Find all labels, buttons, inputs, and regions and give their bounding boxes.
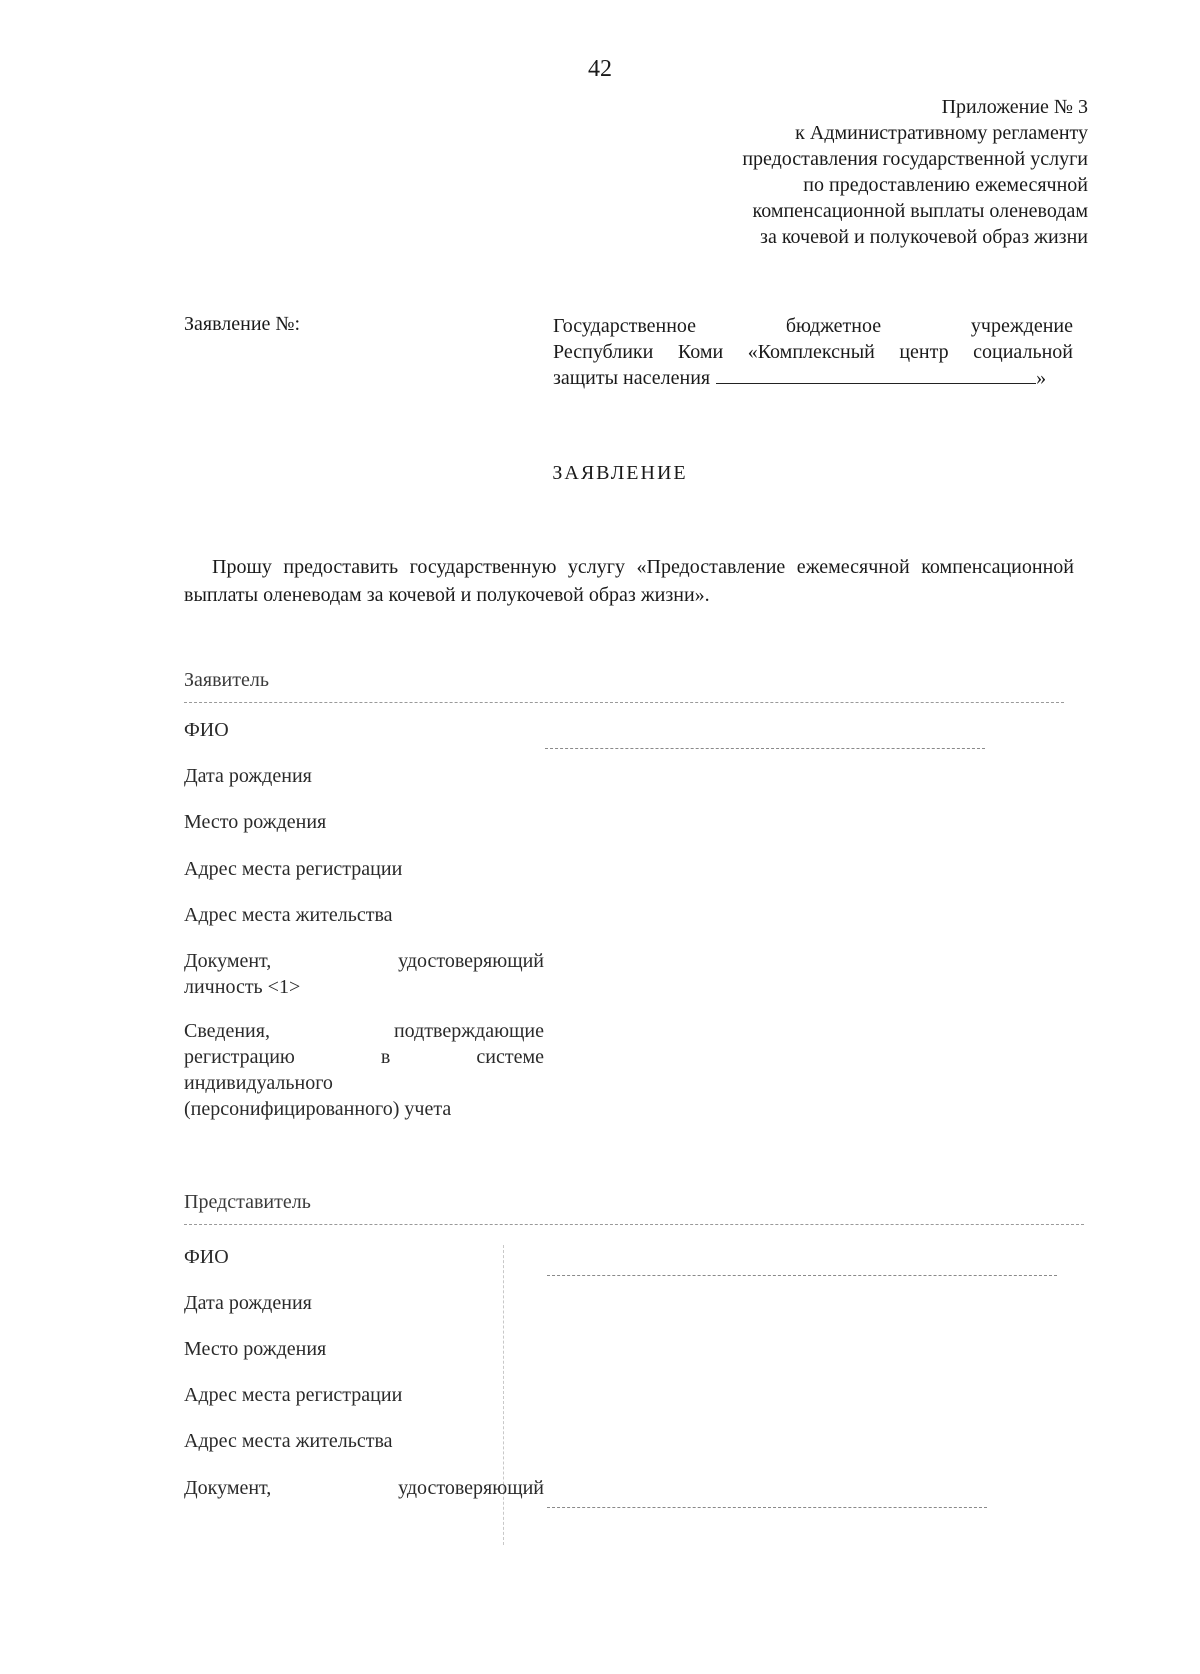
representative-fio-field[interactable]: [547, 1275, 1057, 1276]
applicant-snils-label: [184, 1018, 544, 1122]
representative-fio-label: ФИО: [184, 1246, 229, 1268]
addressee-blank-field[interactable]: [716, 365, 1036, 384]
representative-divider: [184, 1224, 1084, 1225]
applicant-id-document-label-line1: Документ, удостоверяющий: [184, 950, 544, 972]
appendix-line: Приложение № 3: [941, 96, 1088, 118]
document-title: ЗАЯВЛЕНИЕ: [552, 462, 688, 484]
representative-id-document-label: [184, 1475, 544, 1501]
applicant-registration-address-label: Адрес места регистрации: [184, 858, 403, 880]
appendix-line: за кочевой и полукочевой образ жизни: [760, 226, 1088, 248]
representative-registration-address-label: Адрес места регистрации: [184, 1384, 403, 1406]
addressee-line: Государственное бюджетное учреждение: [553, 315, 1073, 337]
request-paragraph: Прошу предоставить государственную услугу «Предоставление ежемесячной компенсационной выплаты оленеводам за кочевой и полукочевой образ жизни».: [184, 556, 1074, 606]
applicant-fio-label: ФИО: [184, 719, 229, 741]
addressee-block: [553, 313, 1073, 391]
applicant-snils-label-line1: Сведения, подтверждающие: [184, 1020, 544, 1042]
addressee-line: защиты населения: [553, 367, 711, 389]
applicant-birthdate-label: Дата рождения: [184, 765, 312, 787]
appendix-line: компенсационной выплаты оленеводам: [752, 200, 1088, 222]
addressee-closing-quote: »: [1036, 367, 1047, 389]
addressee-line: Республики Коми «Комплексный центр социальной: [553, 341, 1073, 363]
applicant-divider: [184, 702, 1064, 703]
appendix-line: по предоставлению ежемесячной: [803, 174, 1088, 196]
applicant-snils-label-line2: регистрацию в системе: [184, 1046, 544, 1068]
representative-id-document-field[interactable]: [547, 1507, 987, 1508]
representative-section-label: Представитель: [184, 1191, 311, 1213]
appendix-reference: [528, 94, 1088, 250]
addressee-last-line: [553, 365, 1073, 391]
applicant-residence-address-label: Адрес места жительства: [184, 904, 393, 926]
statement-number-label: Заявление №:: [184, 313, 301, 335]
applicant-id-document-label: [184, 948, 544, 1000]
representative-birthplace-label: Место рождения: [184, 1338, 327, 1360]
representative-birthdate-label: Дата рождения: [184, 1292, 312, 1314]
page-number: 42: [588, 56, 612, 82]
appendix-line: предоставления государственной услуги: [742, 148, 1088, 170]
applicant-section-label: Заявитель: [184, 669, 269, 691]
representative-residence-address-label: Адрес места жительства: [184, 1430, 393, 1452]
applicant-snils-label-line3: индивидуального (персонифицированного) учета: [184, 1072, 452, 1120]
applicant-birthplace-label: Место рождения: [184, 811, 327, 833]
representative-id-document-label-line1: Документ, удостоверяющий: [184, 1477, 544, 1499]
applicant-id-document-label-line2: личность <1>: [184, 976, 301, 998]
applicant-fio-field[interactable]: [545, 748, 985, 749]
appendix-line: к Административному регламенту: [795, 122, 1088, 144]
